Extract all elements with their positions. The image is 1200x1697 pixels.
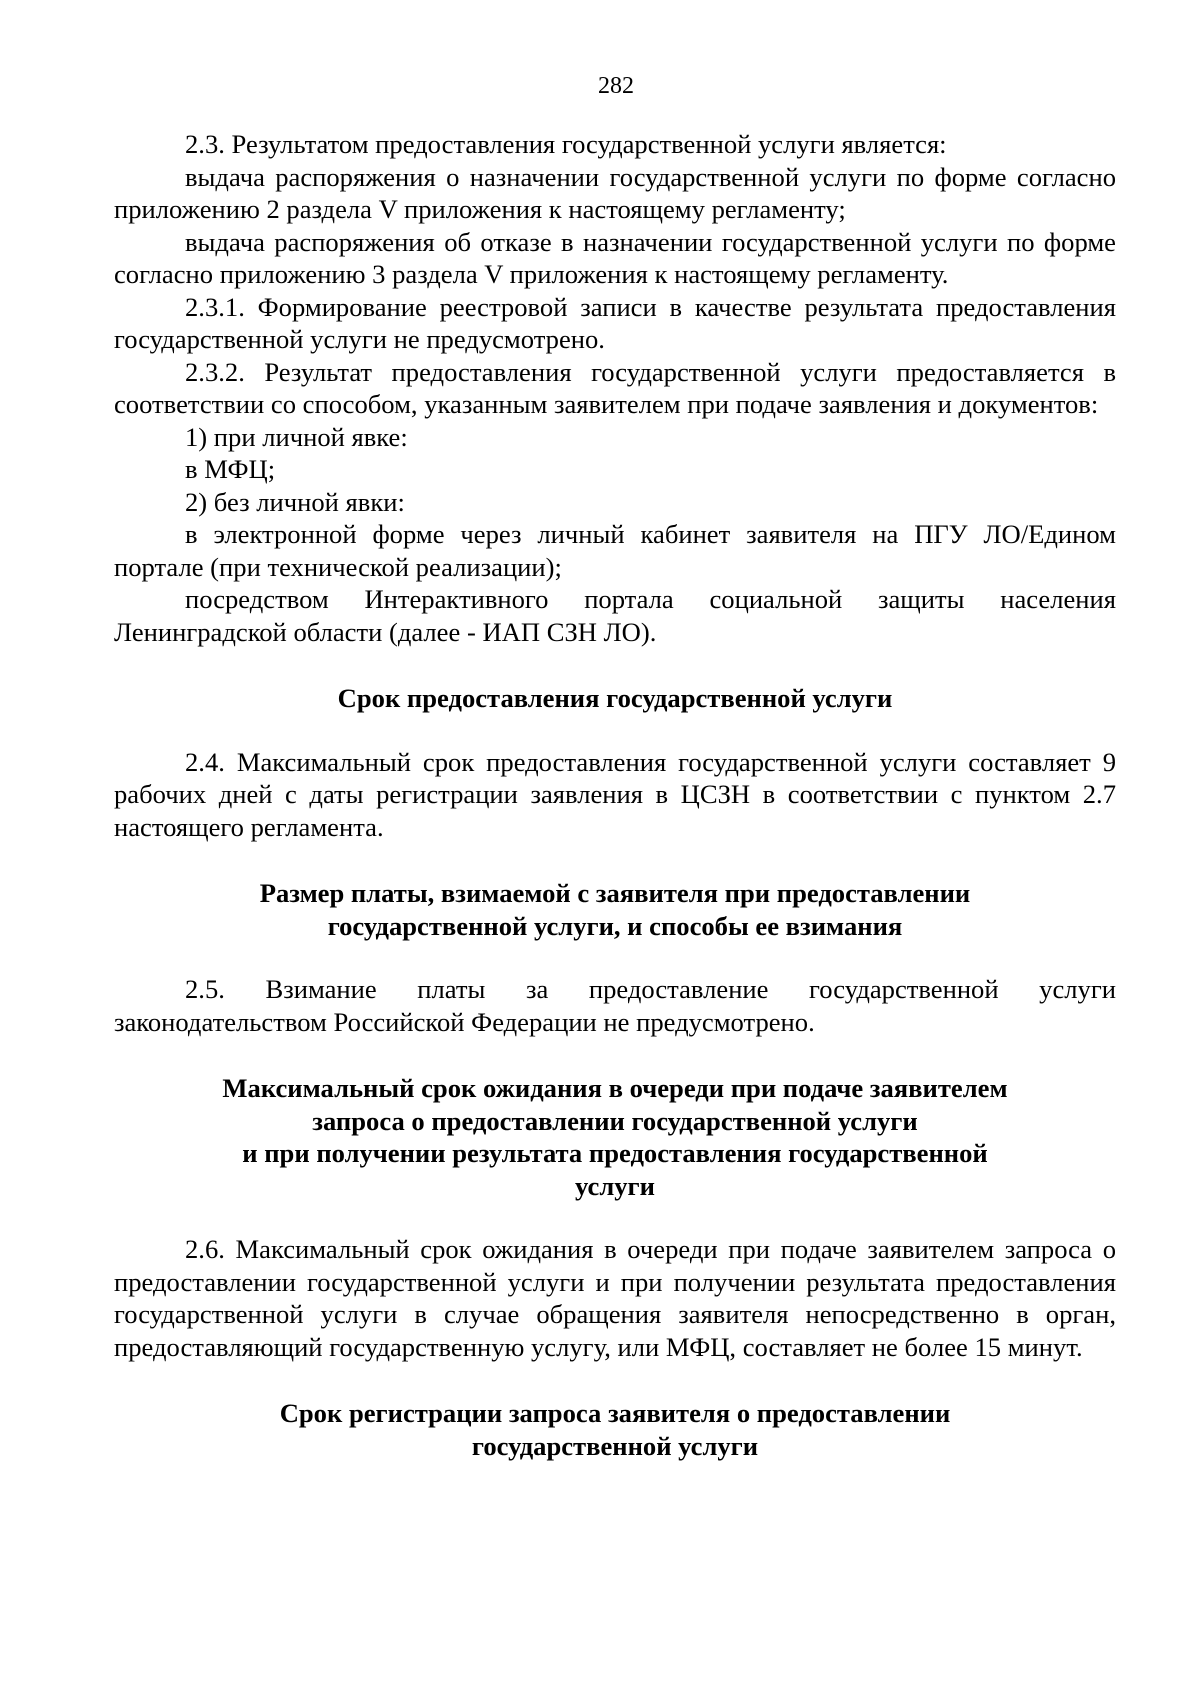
heading-queue-line: Максимальный срок ожидания в очереди при подаче заявителем [222,1073,1008,1103]
heading-queue-line: и при получении результата предоставления государственной [242,1138,988,1168]
heading-queue [114,1072,1116,1202]
paragraph-in-person: 1) при личной явке: [185,421,408,452]
heading-registration-line: государственной услуги [471,1430,759,1461]
paragraph-result-refusal: выдача распоряжения об отказе в назначении государственной услуги по форме согласно приложению 3 раздела V приложения к настоящему регламенту. [114,226,1116,289]
heading-registration-line: Срок регистрации запроса заявителя о предоставлении [279,1398,951,1428]
paragraph-2-4: 2.4. Максимальный срок предоставления государственной услуги составляет 9 рабочих дней с даты регистрации заявления в ЦСЗН в соответствии с пунктом 2.7 настоящего регламента. [114,746,1116,842]
heading-fee-line: государственной услуги, и способы ее взимания [327,910,903,941]
heading-service-term: Срок предоставления государственной услуги [337,683,893,713]
heading-queue-line: запроса о предоставлении государственной услуги [312,1105,918,1136]
paragraph-result-assignment: выдача распоряжения о назначении государственной услуги по форме согласно приложению 2 раздела V приложения к настоящему регламенту; [114,161,1116,224]
heading-queue-line: услуги [575,1170,655,1201]
paragraph-electronic: в электронной форме через личный кабинет заявителя на ПГУ ЛО/Едином портале (при технической реализации); [114,519,1116,582]
paragraph-2-6: 2.6. Максимальный срок ожидания в очереди при подаче заявителем запроса о предоставлении государственной услуги и при получении результата предоставления государственной услуги в случае обращения заявителя непосредственно в орган, предоставляющий государственную услугу, или МФЦ, составляет не более 15 минут. [114,1234,1116,1362]
paragraph-2-3: 2.3. Результатом предоставления государственной услуги является: [185,129,947,159]
paragraph-2-3-2: 2.3.2. Результат предоставления государственной услуги предоставляется в соответствии со способом, указанным заявителем при подаче заявления и документов: [114,356,1116,419]
paragraph-mfc: в МФЦ; [185,454,276,484]
paragraph-2-5: 2.5. Взимание платы за предоставление государственной услуги законодательством Российской Федерации не предусмотрено. [114,974,1116,1037]
page-number: 282 [598,73,634,99]
document-body [114,128,1116,1462]
heading-registration [114,1397,1116,1462]
paragraph-remote: 2) без личной явки: [185,486,405,517]
paragraph-iap: посредством Интерактивного портала социальной защиты населения Ленинградской области (далее - ИАП СЗН ЛО). [114,584,1116,647]
heading-fee [114,877,1116,942]
heading-fee-line: Размер платы, взимаемой с заявителя при предоставлении [259,878,971,908]
paragraph-2-3-1: 2.3.1. Формирование реестровой записи в качестве результата предоставления государственной услуги не предусмотрено. [114,291,1116,354]
